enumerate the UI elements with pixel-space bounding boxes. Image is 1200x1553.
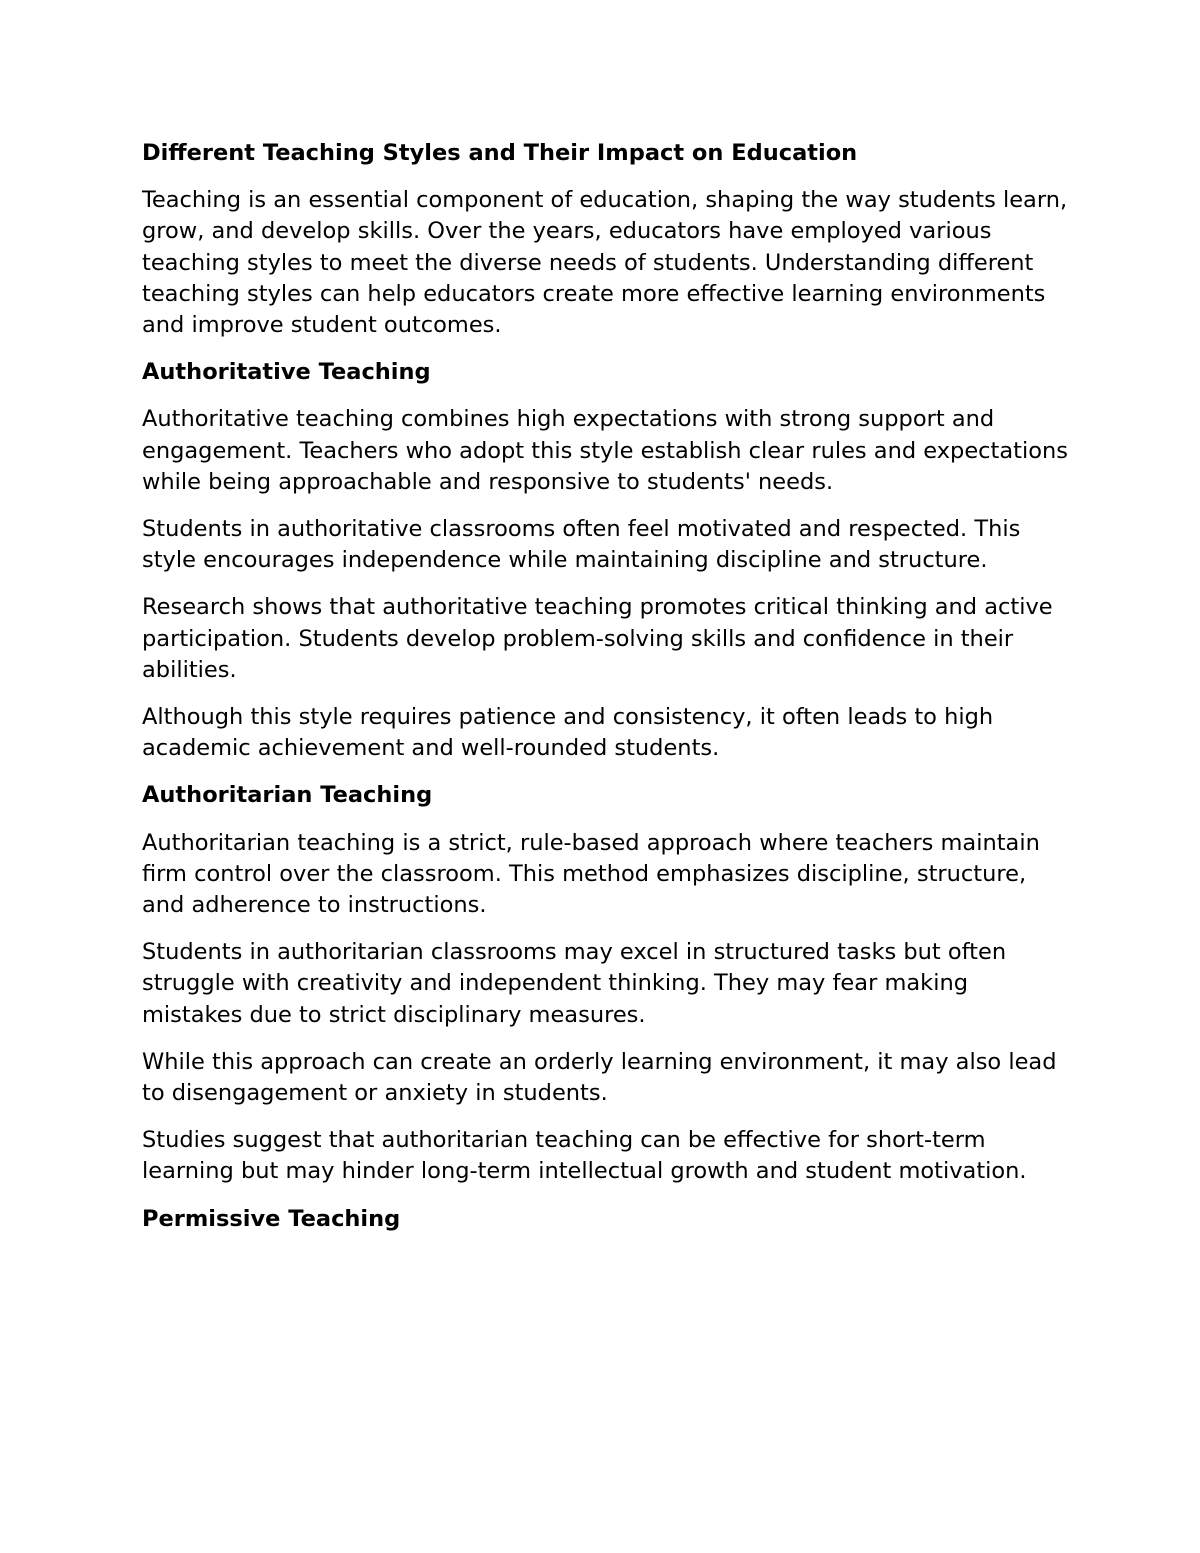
paragraph: Although this style requires patience and consistency, it often leads to high academic achievement and well-rounded students.	[142, 704, 994, 762]
paragraph: Research shows that authoritative teaching promotes critical thinking and active participation. Students develop problem-solving skills and confidence in their abilities.	[142, 594, 1053, 683]
paragraph: Students in authoritative classrooms often feel motivated and respected. This style encourages independence while maintaining discipline and structure.	[142, 516, 1021, 574]
section-heading-authoritative: Authoritative Teaching	[142, 359, 431, 386]
paragraph: Authoritarian teaching is a strict, rule-based approach where teachers maintain firm control over the classroom. This method emphasizes discipline, structure, and adherence to instructions.	[142, 829, 1040, 919]
section-heading-permissive: Permissive Teaching	[142, 1205, 401, 1232]
paragraph: While this approach can create an orderly learning environment, it may also lead to disengagement or anxiety in students.	[142, 1048, 1057, 1107]
paragraph: Students in authoritarian classrooms may excel in structured tasks but often struggle with creativity and independent thinking. They may fear making mistakes due to strict disciplinary measures.	[142, 939, 1007, 1028]
section-heading-authoritarian: Authoritarian Teaching	[142, 782, 433, 809]
paragraph: Authoritative teaching combines high expectations with strong support and engagement. Teachers who adopt this style establish clear rules and expectations while being approachable and responsive to students' needs.	[142, 406, 1068, 495]
document-title: Different Teaching Styles and Their Impact on Education	[142, 140, 858, 166]
paragraph: Studies suggest that authoritarian teaching can be effective for short-term learning but may hinder long-term intellectual growth and student motivation.	[142, 1127, 1027, 1185]
document-body	[142, 138, 1072, 1251]
intro-paragraph: Teaching is an essential component of education, shaping the way students learn, grow, and develop skills. Over the years, educators have employed various teaching styles to meet the diverse needs of students. Understanding different teaching styles can help educators create more effective learning environments and improve student outcomes.	[142, 187, 1068, 339]
